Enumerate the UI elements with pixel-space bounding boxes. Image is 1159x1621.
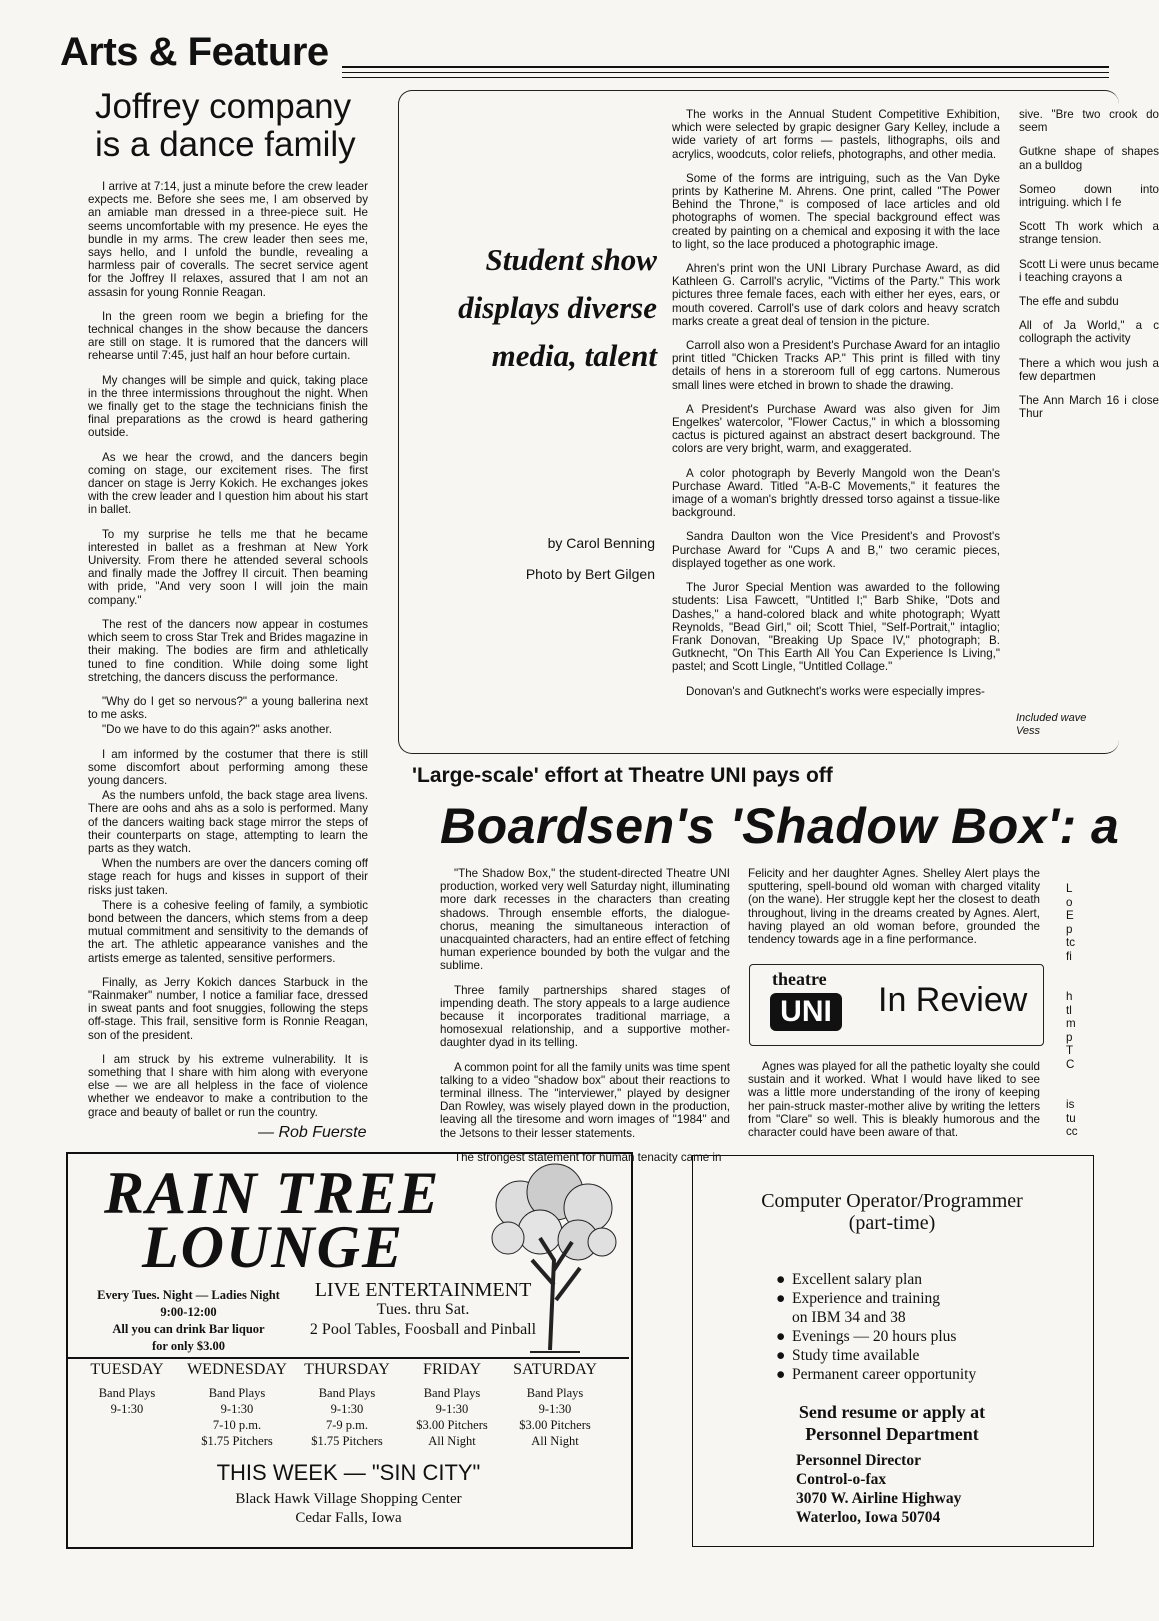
art-show-headline bbox=[402, 236, 657, 380]
paragraph: A President's Purchase Award was also given for Jim Engelkes' watercolor, "Flower Cactus," in which a blossoming cactus is pictured against an abstract desert background. The colors are very bright, warm, and exaggerated. bbox=[672, 402, 1000, 456]
day-line: 9-1:30 bbox=[435, 1402, 469, 1416]
address-line: Cedar Falls, Iowa bbox=[295, 1510, 402, 1526]
bullet-text: Study time available bbox=[792, 1347, 920, 1364]
benefits-list bbox=[776, 1270, 976, 1384]
paragraph: Finally, as Jerry Kokich dances Starbuck in the "Rainmaker" number, I notice a familiar face, dressed in sweat pants and foot snuggies, following the steps off-stage. This frail, sensitive form is Ronnie Reagan, son of the president. bbox=[88, 975, 368, 1042]
paragraph: My changes will be simple and quick, taking place in the three intermissions throughout the night. When we finally get to the stage the technicians finish the final preparations as the crowd is heard gathering outside. bbox=[88, 373, 368, 440]
art-show-column-1 bbox=[672, 108, 1000, 709]
cropped-text-fragment bbox=[1066, 1085, 1126, 1099]
section-title: Arts & Feature bbox=[60, 30, 329, 74]
author: by Carol Benning bbox=[547, 535, 655, 551]
paragraph: Some of the forms are intriguing, such as the Van Dyke prints by Katherine M. Ahrens. One print, called "The Power Behind the Throne," is composed of lace articles and old photographs of women. The special background effect was created by painting on a chemical and exposing it with the lace to light, so the lace produced a photographic image. bbox=[672, 171, 1000, 251]
address-line: Black Hawk Village Shopping Center bbox=[235, 1491, 462, 1507]
day-line: 9-1:30 bbox=[110, 1402, 144, 1416]
cropped-text-fragment: cc bbox=[1066, 1125, 1078, 1138]
day-line: $3.00 Pitchers bbox=[416, 1418, 488, 1432]
headline-line: media, talent bbox=[491, 338, 657, 373]
logo-uni-word: UNI bbox=[770, 993, 842, 1031]
header-rule bbox=[342, 77, 1109, 78]
list-item bbox=[776, 1365, 976, 1384]
theatre-column-2-continued bbox=[748, 1060, 1040, 1150]
in-review-title: In Review bbox=[878, 981, 1028, 1019]
bullet-text: Permanent career opportunity bbox=[792, 1366, 977, 1383]
cropped-text-fragment: tc bbox=[1066, 936, 1076, 949]
theatre-uni-in-review-logo bbox=[749, 964, 1044, 1046]
day-line: $1.75 Pitchers bbox=[311, 1434, 383, 1448]
paragraph: Agnes was played for all the pathetic loyalty she could sustain and it worked. What I would have liked to see was a little more understanding of the irony of keeping her pain-struck master-mother alive by writing the letters from "Clare" so well. This is bleakly humorous and the character could have been aware of that. bbox=[748, 1060, 1040, 1140]
paragraph: All of Ja World," a c collograph the activity bbox=[1019, 319, 1159, 346]
ad-title-line: RAIN TREE bbox=[104, 1160, 441, 1226]
day-line: 9-1:30 bbox=[538, 1402, 572, 1416]
list-item bbox=[776, 1346, 976, 1365]
day-name: THURSDAY bbox=[304, 1361, 390, 1378]
address-line: 3070 W. Airline Highway bbox=[796, 1490, 962, 1507]
cropped-text-fragment: is bbox=[1066, 1098, 1075, 1111]
day-name: SATURDAY bbox=[513, 1361, 597, 1378]
apply-line: Personnel Department bbox=[805, 1424, 979, 1444]
header-rule bbox=[342, 72, 1109, 73]
cropped-text-fragment: h bbox=[1066, 990, 1073, 1003]
paragraph: A color photograph by Beverly Mangold won the Dean's Purchase Award. Titled "A-B-C Movements," it features the image of a woman's brightly dressed torso against a tissue-like background. bbox=[672, 466, 1000, 520]
paragraph: To my surprise he tells me that he became interested in ballet as a freshman at New York University. From there he attended several schools and finally made the Joffrey II circuit. Then beaming with pride, "And very soon I will join the main company." bbox=[88, 527, 368, 607]
schedule-day bbox=[292, 1362, 402, 1449]
schedule-day bbox=[182, 1362, 292, 1449]
schedule-day bbox=[72, 1362, 182, 1417]
paragraph: The Juror Special Mention was awarded to the following students: Lisa Fawcett, "Untitled I;" Barb Shike, "Dots and Dashes," a hand-colored black and white photograph; Wyatt Reynolds, "Bead Girl," oil; Scott Thiel, "Self-Portrait," intaglio; Frank Donovan, "Breaking Up Space IV," photograph; B. Gutknecht, "On This Earth All You Can Experience Is Living," pastel; and Scott Lingle, "Untitled Collage." bbox=[672, 581, 1000, 674]
day-line: Band Plays bbox=[318, 1386, 376, 1400]
paragraph: I am struck by his extreme vulnerability. It is something that I share with him along with everyone else — we are all helpless in the face of violence whether we endeavor to make a contribution to the grace and beauty of ballet or run the country. bbox=[88, 1052, 368, 1119]
day-line: 7-9 p.m. bbox=[325, 1418, 368, 1432]
theatre-headline: Boardsen's 'Shadow Box': a bbox=[440, 798, 1120, 854]
theatre-column-3-cropped bbox=[1066, 882, 1126, 1139]
job-title bbox=[692, 1190, 1092, 1234]
paragraph: Three family partnerships shared stages of impending death. The story appeals to a large audience because it incorporates traditional marriage, a homosexual relationship, and a supportive mother-daughter dyad in its telling. bbox=[440, 983, 730, 1050]
title-line: (part-time) bbox=[848, 1212, 936, 1234]
ladies-night-block bbox=[76, 1287, 301, 1355]
paragraph: The rest of the dancers now appear in costumes which seem to cross Star Trek and Brides magazine in their making. The bodies are firm and athletically tuned to fine condition. While doing some light stretching, the dancers discuss the performance. bbox=[88, 617, 368, 684]
paragraph: There a which wou jush a few departmen bbox=[1019, 356, 1159, 383]
paragraph: Carroll also won a President's Purchase Award for an intaglio print titled "Chicken Tracks AP." This print is filled with tiny details of hens in a storeroom full of egg cartons. Numerous small lines were etched in brown to shade the drawing. bbox=[672, 339, 1000, 392]
bullet-text: Experience and training bbox=[792, 1290, 941, 1307]
cropped-text-fragment: p bbox=[1066, 922, 1073, 936]
apply-instructions bbox=[692, 1401, 1092, 1445]
ad-line: Tues. thru Sat. bbox=[376, 1301, 470, 1318]
cropped-text-fragment: tu bbox=[1066, 1111, 1076, 1125]
day-line: Band Plays bbox=[526, 1386, 584, 1400]
paragraph: A common point for all the family units was time spent talking to a video "shadow box" about their reactions to terminal illness. The "interviewer," played by designer Dan Rowley, was wisely played down in the production, leaving all the tiresome and worn images of "1984" and the Jetsons to their lesser statements. bbox=[440, 1060, 730, 1140]
paragraph: Felicity and her daughter Agnes. Shelley Alert plays the sputtering, spell-bound old woman with charged vitality (on the wane). Her struggle kept her the closest to death throughout, living in the dreams created by Agnes. Alert, having played an old woman before, grounded the tendency towards age in a fine performance. bbox=[748, 867, 1040, 947]
cropped-text-fragment: fi bbox=[1066, 949, 1072, 963]
cropped-text-fragment: L bbox=[1066, 882, 1073, 895]
paragraph: I am informed by the costumer that there is still some discomfort about performing among these young dancers. bbox=[88, 747, 368, 787]
cropped-text-fragment: tl bbox=[1066, 1003, 1072, 1017]
theatre-column-1 bbox=[440, 867, 730, 1175]
this-week-banner: THIS WEEK — "SIN CITY" bbox=[216, 1460, 481, 1485]
address-line: Personnel Director bbox=[796, 1452, 921, 1469]
paragraph: The effe and subdu bbox=[1019, 295, 1119, 309]
list-item bbox=[776, 1270, 976, 1289]
paragraph: In the green room we begin a briefing for the technical changes in the show because the dancers are still on stage. It is rumored that the dancers will rehearse until 7:45, just half an hour before curtain. bbox=[88, 309, 368, 363]
paragraph: As we hear the crowd, and the dancers begin coming on stage, our excitement rises. The first dancer on stage is Jerry Kokich. He exchanges jokes with the crew leader and I question him about his start in ballet. bbox=[88, 450, 368, 517]
bullet-icon: ● bbox=[776, 1290, 786, 1307]
address-line: Waterloo, Iowa 50704 bbox=[796, 1509, 941, 1526]
photo-credit: Photo by Bert Gilgen bbox=[525, 566, 655, 582]
cropped-text-fragment bbox=[1066, 977, 1126, 991]
schedule-day bbox=[397, 1362, 507, 1449]
bullet-icon: ● bbox=[776, 1347, 786, 1364]
day-line: All Night bbox=[531, 1434, 579, 1448]
paragraph: Scott Th work which a strange tension. bbox=[1019, 220, 1159, 247]
joffrey-headline: Joffrey company is a dance family bbox=[95, 87, 356, 164]
list-item bbox=[776, 1289, 976, 1327]
day-line: $3.00 Pitchers bbox=[519, 1418, 591, 1432]
title-line: Computer Operator/Programmer bbox=[761, 1190, 1023, 1212]
day-line: 7-10 p.m. bbox=[212, 1418, 262, 1432]
cropped-text-fragment: o bbox=[1066, 895, 1073, 909]
live-entertainment-block bbox=[303, 1280, 543, 1340]
paragraph: "The Shadow Box," the student-directed Theatre UNI production, worked very well Saturday night, illuminating more dark recesses in the characters than creating shadows. Through ensemble efforts, the dialogue-chorus, meaning the simultaneous interaction of unacquainted characters, had an entire effect of fetching human experience bounded by both the vulgar and the sublime. bbox=[440, 867, 730, 973]
day-name: FRIDAY bbox=[422, 1361, 482, 1378]
address-line: Control-o-fax bbox=[796, 1471, 887, 1488]
ad-line: Every Tues. Night — Ladies Night bbox=[97, 1288, 280, 1302]
art-show-byline bbox=[470, 528, 655, 590]
bullet-icon: ● bbox=[776, 1366, 786, 1383]
day-line: $1.75 Pitchers bbox=[201, 1434, 273, 1448]
paragraph: sive. "Bre two crook do seem bbox=[1019, 108, 1159, 135]
photo-caption: Included wave Vess bbox=[1016, 712, 1087, 737]
lounge-address bbox=[68, 1490, 629, 1528]
day-line: Band Plays bbox=[423, 1386, 481, 1400]
header-rule bbox=[342, 66, 1109, 68]
day-line: 9-1:30 bbox=[220, 1402, 254, 1416]
headline-line: Student show bbox=[485, 242, 657, 277]
day-line: Band Plays bbox=[98, 1386, 156, 1400]
paragraph: Sandra Daulton won the Vice President's and Provost's Purchase Award for "Cups A and B," two ceramic pieces, displayed together as one work. bbox=[672, 530, 1000, 570]
ad-line: 9:00-12:00 bbox=[160, 1305, 217, 1319]
paragraph: "Do we have to do this again?" asks another. bbox=[102, 723, 332, 737]
employer-address bbox=[796, 1451, 961, 1527]
paragraph: "Why do I get so nervous?" a young ballerina next to me asks. bbox=[88, 694, 368, 722]
bullet-text: Evenings — 20 hours plus bbox=[792, 1328, 957, 1345]
list-item bbox=[776, 1327, 976, 1346]
bullet-text: Excellent salary plan bbox=[792, 1271, 922, 1288]
cropped-text-fragment: p bbox=[1066, 1030, 1073, 1044]
cropped-text-fragment bbox=[1066, 963, 1126, 977]
ad-line: 2 Pool Tables, Foosball and Pinball bbox=[309, 1321, 537, 1338]
bullet-icon: ● bbox=[776, 1328, 786, 1345]
day-name: WEDNESDAY bbox=[187, 1361, 287, 1378]
theatre-uni-mark bbox=[760, 971, 852, 1037]
paragraph: As the numbers unfold, the back stage area livens. There are oohs and ahs as a solo is performed. Many of the dancers waiting back stage mirror the steps of their counterparts on stage, attempting to learn the parts as they watch. bbox=[88, 789, 368, 855]
day-name: TUESDAY bbox=[90, 1361, 164, 1378]
bullet-text: on IBM 34 and 38 bbox=[792, 1309, 906, 1326]
ad-line: LIVE ENTERTAINMENT bbox=[314, 1279, 532, 1301]
paragraph: Ahren's print won the UNI Library Purchase Award, as did Kathleen G. Carroll's acrylic, "Victims of the Party." This work pictures three female faces, each with either her eyes, ears, or mouth covered. Carroll's use of dark colors and heavy scratch marks create a great deal of tension in the picture. bbox=[672, 262, 1000, 328]
ad-title-line: LOUNGE bbox=[142, 1214, 404, 1280]
ad-line: for only $3.00 bbox=[151, 1339, 226, 1353]
joffrey-byline: — Rob Fuerste bbox=[258, 1124, 367, 1141]
paragraph: When the numbers are over the dancers coming off stage reach for hugs and kisses in support of their risks just taken. bbox=[88, 857, 368, 897]
paragraph: The works in the Annual Student Competitive Exhibition, which were selected by grapic designer Gary Kelley, include a wide variety of art forms — pastels, lithographs, oils and acrylics, woodcuts, color reliefs, photographs, and other media. bbox=[672, 108, 1000, 161]
bullet-icon: ● bbox=[776, 1271, 786, 1288]
cropped-text-fragment: E bbox=[1066, 909, 1074, 922]
day-line: 9-1:30 bbox=[330, 1402, 364, 1416]
ad-line: All you can drink Bar liquor bbox=[112, 1322, 265, 1336]
apply-line: Send resume or apply at bbox=[798, 1402, 986, 1422]
paragraph: The strongest statement for human tenacity came in bbox=[454, 1150, 722, 1164]
art-show-column-2-cropped bbox=[1019, 108, 1159, 748]
joffrey-article-body bbox=[88, 180, 368, 1130]
cropped-text-fragment bbox=[1066, 1071, 1126, 1085]
theatre-column-2 bbox=[748, 867, 1040, 957]
schedule-day bbox=[500, 1362, 610, 1449]
cropped-text-fragment: m bbox=[1066, 1017, 1076, 1030]
paragraph: Gutkne shape of shapes an a bulldog bbox=[1019, 145, 1159, 172]
theatre-kicker: 'Large-scale' effort at Theatre UNI pays off bbox=[412, 764, 833, 787]
paragraph: The Ann March 16 i close Thur bbox=[1019, 394, 1159, 421]
day-line: All Night bbox=[428, 1434, 476, 1448]
paragraph: Someo down into intriguing. which I fe bbox=[1019, 182, 1159, 210]
cropped-text-fragment: T bbox=[1066, 1044, 1074, 1057]
cropped-text-fragment: C bbox=[1066, 1057, 1075, 1071]
ad-divider bbox=[68, 1357, 629, 1359]
headline-line: displays diverse bbox=[458, 290, 657, 325]
paragraph: Donovan's and Gutknecht's works were especially impres- bbox=[686, 684, 985, 698]
paragraph: There is a cohesive feeling of family, a symbiotic bond between the dancers, which stems from a deep mutual commitment and sensitivity to the demands of the art. The athletic appearance vanishes and the artists emerge as talented, sensitive performers. bbox=[88, 898, 368, 965]
logo-theatre-word: theatre bbox=[772, 969, 827, 989]
paragraph: I arrive at 7:14, just a minute before the crew leader expects me. Before she sees me, I am observed by an amiable man dressed in a three-piece suit. He seems uncomfortable with my presence. He eyes the bundle in my arms. The crew leader then sees me, says hello, and I unfold the bundle, revealing a harmless pair of coveralls. The secret service agent for the Joffrey II relaxes, assured that I am not an assasin for young Ronnie Reagan. bbox=[88, 180, 368, 299]
day-line: Band Plays bbox=[208, 1386, 266, 1400]
paragraph: Scott Li were unus became i teaching crayons a bbox=[1019, 257, 1159, 284]
